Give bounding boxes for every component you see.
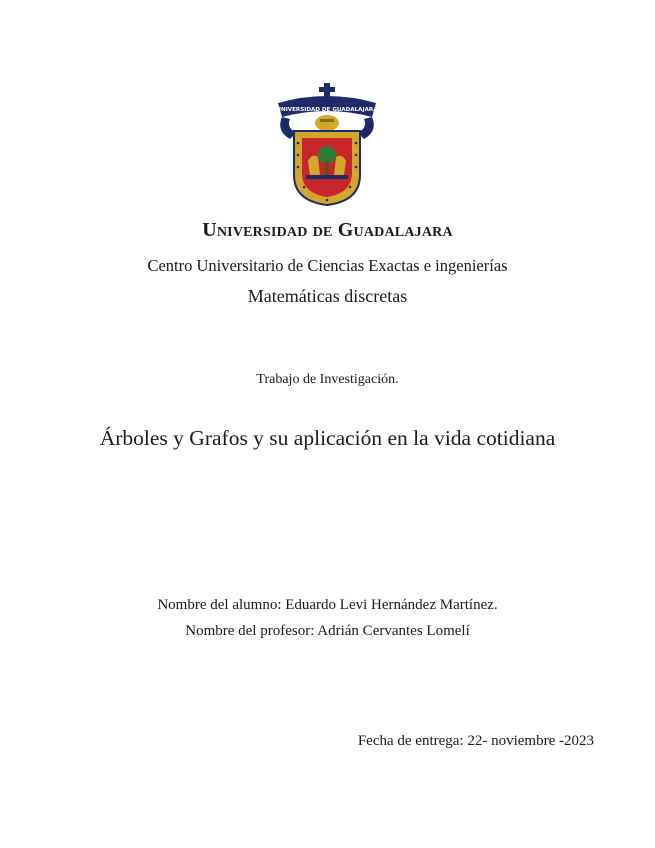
- work-type: Trabajo de Investigación.: [256, 372, 399, 387]
- crest-cross: [319, 83, 335, 97]
- crest-helmet: [315, 115, 339, 131]
- course-name: Matemáticas discretas: [247, 286, 408, 306]
- crest-banner-text: UNIVERSIDAD DE GUADALAJARA: [276, 107, 378, 113]
- professor-name: Nombre del profesor: Adrián Cervantes Lomelí: [185, 623, 470, 639]
- student-name: Nombre del alumno: Eduardo Levi Hernández Martínez.: [157, 597, 498, 613]
- university-center: Centro Universitario de Ciencias Exactas e ingenierías: [147, 256, 508, 275]
- due-date: Fecha de entrega: 22- noviembre -2023: [357, 733, 594, 749]
- university-crest-logo: [272, 83, 382, 207]
- work-title: Árboles y Grafos y su aplicación en la vida cotidiana: [99, 426, 556, 450]
- university-name: Universidad de Guadalajara: [202, 219, 453, 241]
